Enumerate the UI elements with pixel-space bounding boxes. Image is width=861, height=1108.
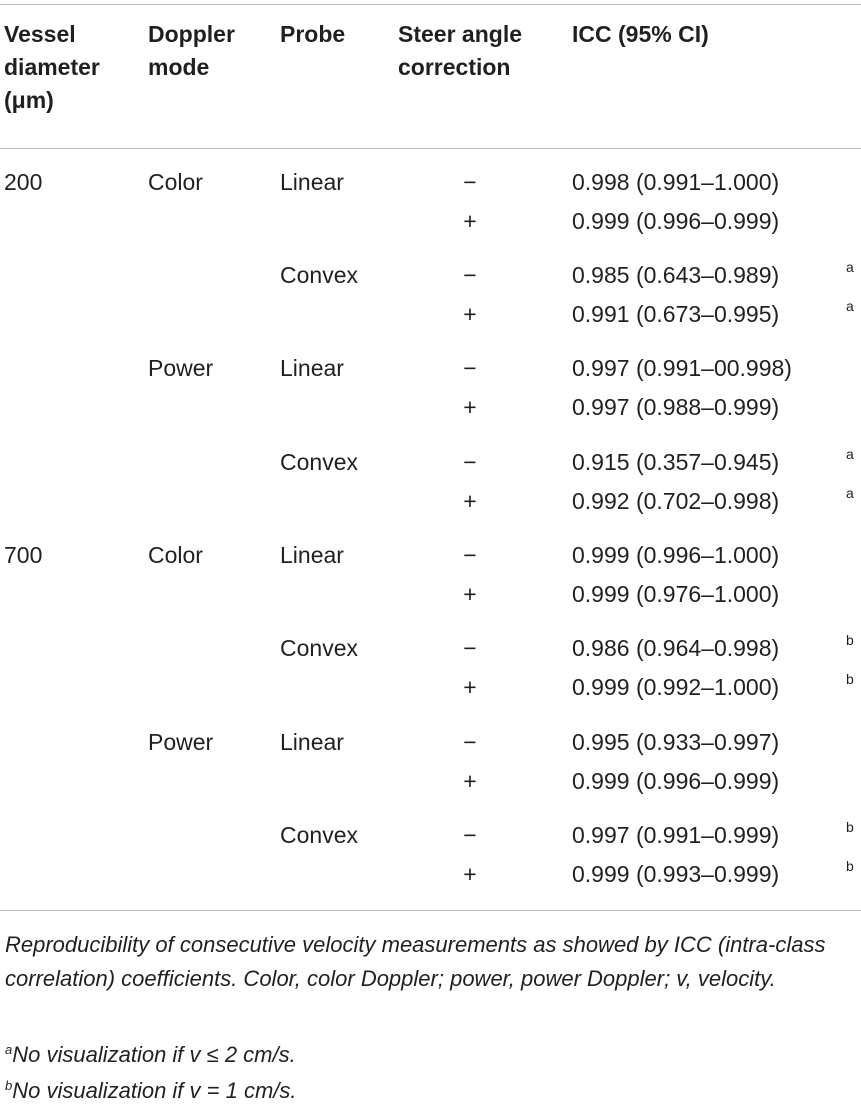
icc-value-cell: 0.999 (0.996–0.999) xyxy=(572,208,780,234)
steer-angle-sign: − xyxy=(463,542,477,568)
icc-value-cell: 0.986 (0.964–0.998) xyxy=(572,635,780,661)
footnote-marker: b xyxy=(846,632,854,648)
header-icc: ICC (95% CI) xyxy=(572,21,709,47)
footnote-marker: a xyxy=(846,259,854,275)
steer-angle-sign: + xyxy=(463,394,477,420)
table-top-rule xyxy=(0,4,861,5)
header-doppler-mode: Doppler mode xyxy=(148,21,235,80)
probe-cell: Linear xyxy=(280,355,344,381)
probe-cell: Linear xyxy=(280,729,344,755)
table-bottom-rule xyxy=(0,910,861,911)
icc-value-cell: 0.999 (0.992–1.000) xyxy=(572,674,780,700)
vessel-diameter-cell: 700 xyxy=(4,542,43,568)
steer-angle-sign: − xyxy=(463,355,477,381)
icc-value-cell: 0.991 (0.673–0.995) xyxy=(572,301,780,327)
steer-angle-sign: − xyxy=(463,822,477,848)
steer-angle-sign: + xyxy=(463,861,477,887)
icc-value-cell: 0.999 (0.996–0.999) xyxy=(572,768,780,794)
icc-value-cell: 0.915 (0.357–0.945) xyxy=(572,449,780,475)
footnote-b-text: No visualization if v = 1 cm/s. xyxy=(12,1078,297,1103)
icc-value-cell: 0.997 (0.991–0.999) xyxy=(572,822,780,848)
footnote-marker: a xyxy=(846,485,854,501)
doppler-mode-cell: Color xyxy=(148,169,203,195)
header-steer-angle-correction: Steer angle correction xyxy=(398,21,522,80)
header-bottom-rule xyxy=(0,148,861,149)
icc-value-cell: 0.999 (0.996–1.000) xyxy=(572,542,780,568)
steer-angle-sign: + xyxy=(463,674,477,700)
icc-value-cell: 0.998 (0.991–1.000) xyxy=(572,169,780,195)
probe-cell: Convex xyxy=(280,635,358,661)
footnote-b xyxy=(5,1071,297,1106)
steer-angle-sign: + xyxy=(463,768,477,794)
vessel-diameter-cell: 200 xyxy=(4,169,43,195)
steer-angle-sign: − xyxy=(463,635,477,661)
icc-value-cell: 0.985 (0.643–0.989) xyxy=(572,262,780,288)
icc-value-cell: 0.999 (0.976–1.000) xyxy=(572,581,780,607)
probe-cell: Convex xyxy=(280,449,358,475)
icc-value-cell: 0.992 (0.702–0.998) xyxy=(572,488,780,514)
footnote-marker: a xyxy=(846,446,854,462)
steer-angle-sign: + xyxy=(463,488,477,514)
footnote-marker: b xyxy=(846,819,854,835)
icc-value-cell: 0.999 (0.993–0.999) xyxy=(572,861,780,887)
probe-cell: Convex xyxy=(280,262,358,288)
steer-angle-sign: − xyxy=(463,262,477,288)
icc-value-cell: 0.997 (0.991–00.998) xyxy=(572,355,792,381)
footnote-marker: b xyxy=(846,858,854,874)
table-caption: Reproducibility of consecutive velocity measurements as showed by ICC (intra-class correlation) coefficients. Color, color Doppler; power, power Doppler; v, velocity. xyxy=(5,932,826,991)
footnote-marker: b xyxy=(846,671,854,687)
steer-angle-sign: − xyxy=(463,169,477,195)
footnote-b-mark: b xyxy=(5,1078,13,1093)
probe-cell: Convex xyxy=(280,822,358,848)
probe-cell: Linear xyxy=(280,169,344,195)
doppler-mode-cell: Color xyxy=(148,542,203,568)
header-probe: Probe xyxy=(280,21,346,47)
probe-cell: Linear xyxy=(280,542,344,568)
icc-value-cell: 0.995 (0.933–0.997) xyxy=(572,729,780,755)
steer-angle-sign: − xyxy=(463,729,477,755)
steer-angle-sign: + xyxy=(463,581,477,607)
steer-angle-sign: + xyxy=(463,208,477,234)
steer-angle-sign: + xyxy=(463,301,477,327)
doppler-mode-cell: Power xyxy=(148,729,214,755)
icc-value-cell: 0.997 (0.988–0.999) xyxy=(572,394,780,420)
header-vessel-diameter: Vessel diameter (μm) xyxy=(4,21,100,113)
doppler-mode-cell: Power xyxy=(148,355,214,381)
footnote-a-mark: a xyxy=(5,1042,13,1057)
footnote-a xyxy=(5,1035,296,1070)
footnote-marker: a xyxy=(846,298,854,314)
steer-angle-sign: − xyxy=(463,449,477,475)
footnote-a-text: No visualization if v ≤ 2 cm/s. xyxy=(12,1042,296,1067)
